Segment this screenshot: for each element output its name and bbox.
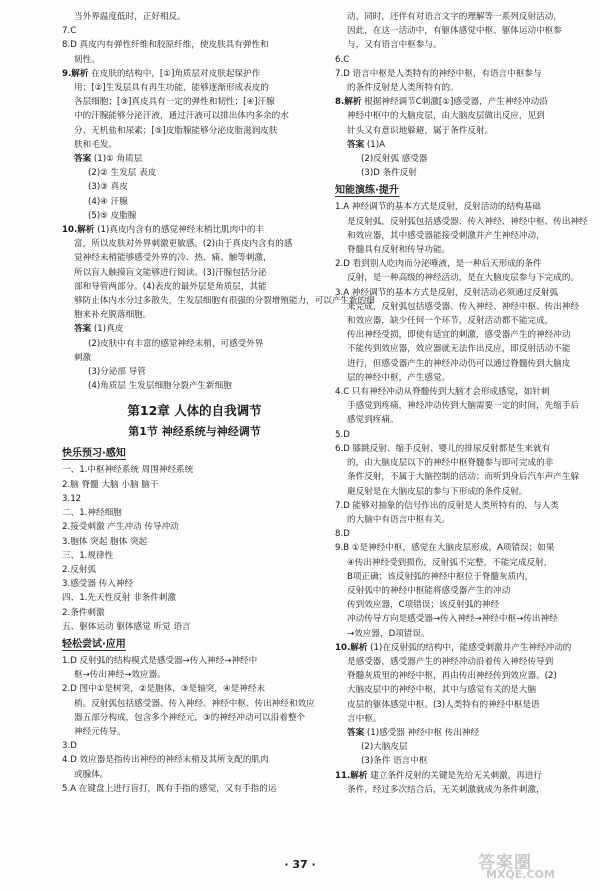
text-line: 各层细胞；[③]真皮具有一定的弹性和韧性；[④]汗腺 bbox=[74, 97, 275, 108]
text-line: 7.C bbox=[62, 26, 77, 37]
text-line: 枢→传出神经→效应器。 bbox=[74, 670, 166, 681]
text-line: 韧性。 bbox=[74, 54, 100, 65]
text-line: 10.解析 (1)真皮内含有的感觉神经末梢比肌肉中的丰 bbox=[62, 225, 265, 236]
text-line: 3.胞体 突起 胞体 突起 bbox=[62, 536, 148, 547]
text-line: 不能传到效应器，效应器就无法作出反应，即反射活动不能 bbox=[347, 344, 571, 355]
text-line: 答案 (1)A bbox=[347, 139, 385, 150]
text-line: 4.D 效应器是指传出神经的神经末梢及其所支配的肌肉 bbox=[62, 755, 269, 766]
text-line: 肤和毛发。 bbox=[74, 139, 117, 150]
text-line: 传到效应器，C项错误；该反射弧的神经 bbox=[347, 600, 500, 611]
text-line: B项正确；该反射弧的神经中枢位于脊髓灰质内， bbox=[347, 571, 534, 582]
text-line: 分、无机盐和尿素；[⑤]皮脂腺能够分泌皮脂滋润皮肤 bbox=[74, 125, 278, 136]
text-line: 或腺体。 bbox=[74, 769, 109, 780]
text-line: 6.D 膝跳反射、缩手反射、婴儿的排尿反射都是生来就有 bbox=[335, 443, 551, 454]
text-line: (3)③ 真皮 bbox=[88, 182, 128, 193]
page-number: · 37 · bbox=[284, 858, 316, 871]
watermark-logo: 答案圈 bbox=[478, 853, 532, 873]
text-line: 2.条件刺激 bbox=[62, 607, 105, 618]
text-line: 答案 (1)① 角质层 bbox=[74, 154, 143, 165]
text-line: 动，同时，还伴有对语言文字的理解等一系列反射活动， bbox=[347, 12, 562, 22]
text-line: 11.解析 建立条件反射的关键是先给无关刺激，再进行 bbox=[335, 770, 543, 781]
text-line: 1.A 神经调节的基本方式是反射，反射活动的结构基础 bbox=[335, 202, 541, 213]
text-line: 3.D bbox=[62, 741, 77, 752]
text-line: (3)条件 语言中枢 bbox=[361, 756, 428, 767]
text-line: 刺激 bbox=[74, 352, 92, 363]
text-line: ④传出神经受到损伤，反射弧不完整，不能完成反射， bbox=[347, 557, 553, 568]
try-answers bbox=[62, 654, 327, 796]
heading-preview: 快乐预习·感知 bbox=[62, 448, 126, 460]
text-line: 冲动传导方向是感受器→传入神经→神经中枢→传出神经 bbox=[347, 614, 558, 625]
text-line: 富，所以皮肤对外界刺激更敏感。(2)由于真皮内含有的感 bbox=[74, 239, 293, 250]
preview-answers bbox=[62, 463, 327, 633]
text-line: 3.感受器 传入神经 bbox=[62, 579, 134, 590]
text-line: 胞来补充脱落细胞。 bbox=[74, 310, 152, 321]
text-line: 用；[②]生发层具有再生功能，能够逐渐形成表皮的 bbox=[74, 83, 269, 94]
text-line: 3.A 神经调节的基本方式是反射，反射活动必须通过反射弧 bbox=[335, 287, 559, 298]
text-line: (4)④ 汗腺 bbox=[88, 196, 128, 207]
text-line: 和效应器，缺少任何一个环节，反射活动都不能完成， bbox=[347, 316, 554, 327]
text-line: 二、1.神经细胞 bbox=[62, 508, 122, 519]
text-line: 五、躯体运动 躯体感觉 听觉 语言 bbox=[62, 621, 191, 632]
text-line: 2.D 看到别人吃肉而分泌唾液，是一种后天形成的条件 bbox=[335, 259, 542, 270]
text-line: 来完成，反射弧包括感受器、传入神经、神经中枢、传出神经 bbox=[347, 301, 580, 312]
text-line: 5.A 在键盘上进行盲打，既有手指的感觉，又有手指的运 bbox=[62, 783, 277, 794]
text-line: 皮层的躯体感觉中枢。(3)人类特有的神经中枢是语 bbox=[347, 699, 540, 710]
text-line: 6.C bbox=[335, 54, 350, 65]
text-line: 传出神经受损，即使有适宜的刺激，感受器产生的神经冲动 bbox=[347, 330, 571, 341]
text-line: 9.解析 在皮肤的结构中，[①]角质层对皮肤起保护作 bbox=[62, 68, 261, 79]
text-line: 三、1.规律性 bbox=[62, 550, 114, 561]
text-line: 3.12 bbox=[62, 493, 82, 504]
text-line: 答案 (1)感受器 神经中枢 传出神经 bbox=[347, 727, 480, 738]
text-line: 针头又有意识地躲避，属于条件反射。 bbox=[347, 125, 494, 136]
text-line: 所以盲人触摸盲文能够进行阅读。(3)汗腺包括分泌 bbox=[74, 267, 267, 278]
text-line: 7.D 语言中枢是人类特有的神经中枢，有语言中枢参与 bbox=[335, 68, 542, 79]
text-line: 神经中枢中的大脑皮层，由大脑皮层做出反应，见到 bbox=[347, 111, 545, 122]
text-line: (3)分泌部 导管 bbox=[88, 367, 146, 378]
text-line: 够防止体内水分过多散失，生发层细胞有很强的分裂增殖能力，可以产生新的细 bbox=[74, 296, 375, 307]
text-line: (2)反射弧 感受器 bbox=[361, 154, 428, 165]
text-line: (2)皮肤中有丰富的感觉神经末梢，可感受外界 bbox=[88, 338, 264, 349]
text-line: 条件反射，不属于大脑控制的活动；而听到身后汽车声产生躲 bbox=[347, 472, 580, 483]
text-line: 和效应器，其中感受器能接受刺激并产生神经冲动， bbox=[347, 230, 545, 241]
text-line: (4)角质层 生发层细胞分裂产生新细胞 bbox=[88, 381, 232, 392]
text-line: 反射，是一种高级的神经活动，是在大脑皮层参与下完成的。 bbox=[347, 273, 580, 284]
text-line: 反射弧中的神经中枢能将感受器产生的冲动 bbox=[347, 585, 511, 596]
heading-improve: 知能演练·提升 bbox=[335, 185, 399, 197]
heading-try: 轻松尝试·应用 bbox=[62, 638, 126, 650]
text-line: 梢。反射弧包括感受器、传入神经、神经中枢、传出神经和效应 bbox=[74, 698, 315, 709]
text-line: 部和导管两部分。(4)表皮的最外层是角质层，其能 bbox=[74, 281, 267, 292]
text-line: 的，由大脑皮层以下的神经中枢脊髓参与即可完成的非 bbox=[347, 458, 554, 469]
text-line: (2)大脑皮层 bbox=[361, 742, 408, 753]
text-line: 4.C 只有神经冲动从脊髓传到大脑才会形成感觉，如针刺 bbox=[335, 387, 550, 398]
text-line: →效应器，D项错误。 bbox=[347, 628, 430, 639]
text-line: 神经元传导。 bbox=[74, 726, 126, 737]
text-line: 2.脑 脊髓 大脑 小脑 脑干 bbox=[62, 479, 159, 490]
text-line: 一、1.中枢神经系统 周围神经系统 bbox=[62, 465, 194, 476]
text-line: 10.解析 (1)在反射弧的结构中，能感受刺激并产生神经冲动的 bbox=[335, 642, 572, 653]
section-title: 第1节 神经系统与神经调节 bbox=[128, 425, 261, 439]
text-line: 7.D 能够对抽象的信号作出的反射是人类所特有的，与人类 bbox=[335, 500, 559, 511]
text-line: 当外界温度低时，正好相反。 bbox=[74, 12, 186, 22]
text-line: 进行，但感受器产生的神经冲动仍可以通过脊髓传到大脑皮 bbox=[347, 358, 571, 369]
text-line: (2)② 生发层 表皮 bbox=[88, 168, 157, 179]
text-line: 5.D bbox=[335, 429, 350, 440]
text-line: 2.反射弧 bbox=[62, 564, 96, 575]
text-line: 9.B ①是神经中枢，感觉在大脑皮层形成，A项错误；如果 bbox=[335, 543, 555, 554]
text-line: 四、1.先天性反射 非条件刺激 bbox=[62, 593, 177, 604]
text-line: 言中枢。 bbox=[347, 713, 382, 724]
text-line: 与，又有语言中枢参与。 bbox=[347, 40, 442, 51]
right-column bbox=[335, 10, 597, 797]
text-line: 觉神经末梢能够感受外界的冷、热、痛、触等刺激， bbox=[74, 253, 272, 264]
chapter-title: 第12章 人体的自我调节 bbox=[127, 403, 262, 419]
text-line: 8.解析 根据神经调节C刺激[①]感受器，产生神经冲动沿 bbox=[335, 97, 548, 108]
text-line: 1.D 反射弧的结构模式是感受器→传入神经→神经中 bbox=[62, 655, 258, 666]
text-line: (5)⑤ 皮脂腺 bbox=[88, 210, 137, 221]
text-line: 中的汗腺能够分泌汗液，通过汗液可以排出体内多余的水 bbox=[74, 111, 289, 122]
text-line: 8.D bbox=[335, 529, 350, 540]
text-line: 层的神经中枢，产生感觉。 bbox=[347, 372, 451, 383]
text-line: 的条件反射是人类所特有的。 bbox=[347, 83, 459, 94]
text-line: 器五部分构成，包含多个神经元，③的神经冲动可以沿着整个 bbox=[74, 712, 306, 723]
text-line: 脊髓灰质里的神经中枢，再由传出神经传到效应器。(2) bbox=[347, 671, 557, 682]
right-answers-top bbox=[335, 10, 597, 180]
text-line: 避反射是在大脑皮层的参与下形成的条件反射。 bbox=[347, 486, 528, 497]
text-line: 2.接受刺激 产生冲动 传导冲动 bbox=[62, 522, 179, 533]
text-line: 是感受器，感受器产生的神经冲动沿着传入神经传导到 bbox=[347, 656, 554, 667]
text-line: 8.D 真皮内有弹性纤维和胶原纤维，使皮肤具有弹性和 bbox=[62, 40, 269, 51]
text-line: 是反射弧，反射弧包括感受器、传入神经、神经中枢、传出神经 bbox=[347, 216, 588, 227]
text-line: 的大脑中有语言中枢有关。 bbox=[347, 514, 451, 525]
text-line: 因此，在这一活动中，有躯体感觉中枢、躯体运动中枢参 bbox=[347, 26, 562, 37]
text-line: 手感觉到疼痛，神经冲动传到大脑需要一定的时间，先缩手后 bbox=[347, 401, 580, 412]
text-line: 条件，经过多次结合后，无关刺激就成为条件刺激， bbox=[347, 784, 545, 795]
text-line: 2.D 图中①是树突，②是胞体，③是轴突，④是神经末 bbox=[62, 684, 266, 695]
watermark-url: MXQE.COM bbox=[486, 868, 555, 881]
text-line: 感觉到疼痛。 bbox=[347, 415, 399, 426]
improve-answers bbox=[335, 200, 597, 797]
text-line: 脊髓具有反射和传导功能。 bbox=[347, 245, 451, 256]
text-line: 答案 (1)真皮 bbox=[74, 324, 124, 335]
text-line: (3)D 条件反射 bbox=[361, 168, 417, 179]
text-line: 大脑皮层中的神经中枢，其中与感觉有关的是大脑 bbox=[347, 685, 537, 696]
